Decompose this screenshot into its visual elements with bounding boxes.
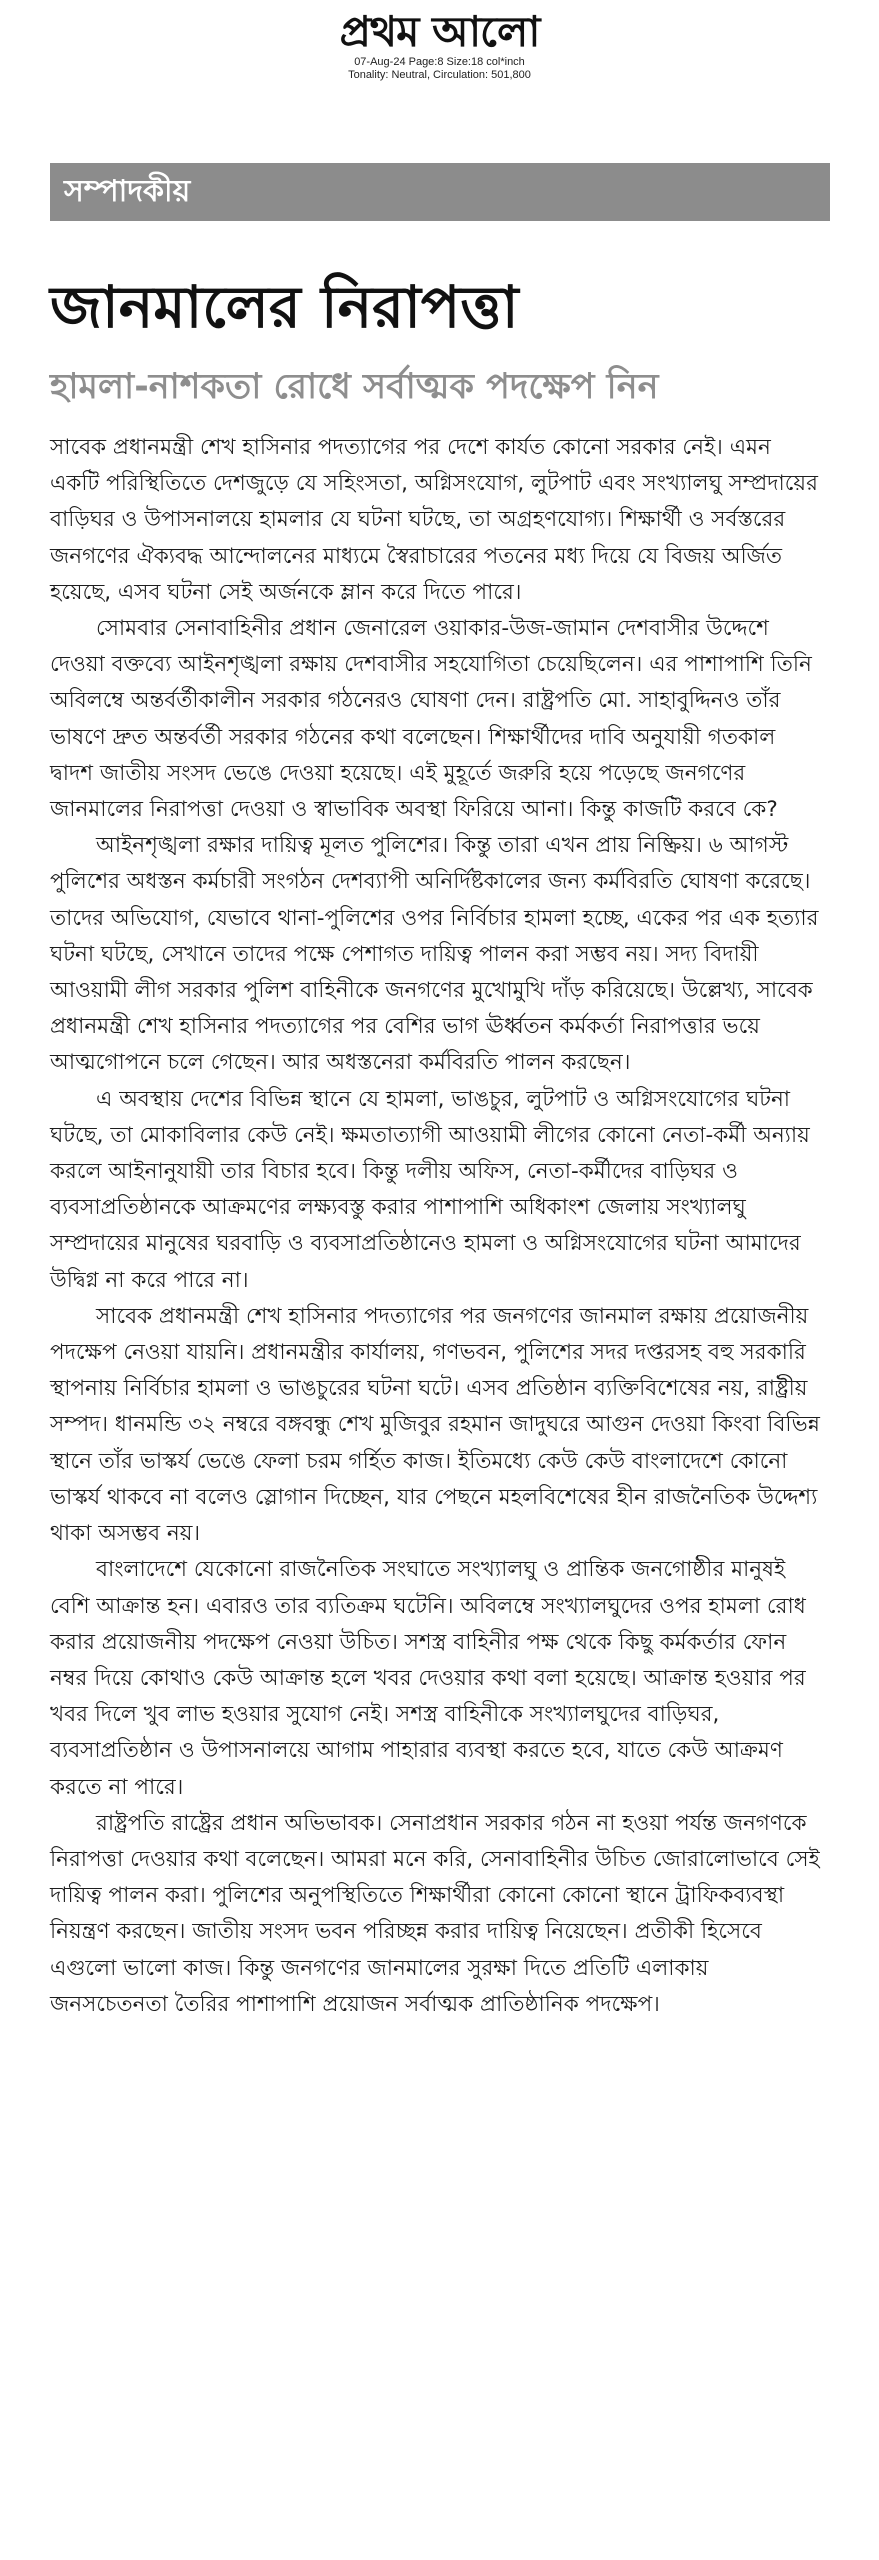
masthead — [0, 8, 879, 82]
article-headline: জানমালের নিরাপত্তা — [50, 273, 519, 341]
article-paragraph: আইনশৃঙ্খলা রক্ষার দায়িত্ব মূলত পুলিশের। কিন্তু তারা এখন প্রায় নিষ্ক্রিয়। ৬ আগস্ট পুলিশের অধস্তন কর্মচারী সংগঠন দেশব্যাপী অনির্দিষ্টকালের জন্য কর্মবিরতি ঘোষণা করেছে। তাদের অভিযোগ, যেভাবে থানা-পুলিশের ওপর নির্বিচার হামলা হচ্ছে, একের পর এক হত্যার ঘটনা ঘটছে, সেখানে তাদের পক্ষে পেশাগত দায়িত্ব পালন করা সম্ভব নয়। সদ্য বিদায়ী আওয়ামী লীগ সরকার পুলিশ বাহিনীকে জনগণের মুখোমুখি দাঁড় করিয়েছে। উল্লেখ্য, সাবেক প্রধানমন্ত্রী শেখ হাসিনার পদত্যাগের পর বেশির ভাগ ঊর্ধ্বতন কর্মকর্তা নিরাপত্তার ভয়ে আত্মগোপনে চলে গেছেন। আর অধস্তনেরা কর্মবিরতি পালন করছেন। — [50, 833, 819, 1076]
section-label: সম্পাদকীয় — [64, 174, 191, 209]
article-paragraph: রাষ্ট্রপতি রাষ্ট্রের প্রধান অভিভাবক। সেনাপ্রধান সরকার গঠন না হওয়া পর্যন্ত জনগণকে নিরাপত্তা দেওয়ার কথা বলেছেন। আমরা মনে করি, সেনাবাহিনীর উচিত জোরালোভাবে সেই দায়িত্ব পালন করা। পুলিশের অনুপস্থিতিতে শিক্ষার্থীরা কোনো কোনো স্থানে ট্রাফিকব্যবস্থা নিয়ন্ত্রণ করছেন। জাতীয় সংসদ ভবন পরিচ্ছন্ন করার দায়িত্ব নিয়েছেন। প্রতীকী হিসেবে এগুলো ভালো কাজ। কিন্তু জনগণের জানমালের সুরক্ষা দিতে প্রতিটি এলাকায় জনসচেতনতা তৈরির পাশাপাশি প্রয়োজন সর্বাত্মক প্রাতিষ্ঠানিক পদক্ষেপ। — [50, 1810, 820, 2017]
article-subheadline: হামলা-নাশকতা রোধে সর্বাত্মক পদক্ষেপ নিন — [50, 367, 659, 407]
article-paragraph: এ অবস্থায় দেশের বিভিন্ন স্থানে যে হামলা, ভাঙচুর, লুটপাট ও অগ্নিসংযোগের ঘটনা ঘটছে, তা মোকাবিলার কেউ নেই। ক্ষমতাত্যাগী আওয়ামী লীগের কোনো নেতা-কর্মী অন্যায় করলে আইনানুযায়ী তার বিচার হবে। কিন্তু দলীয় অফিস, নেতা-কর্মীদের বাড়িঘর ও ব্যবসাপ্রতিষ্ঠানকে আক্রমণের লক্ষ্যবস্তু করার পাশাপাশি অধিকাংশ জেলায় সংখ্যালঘু সম্প্রদায়ের মানুষের ঘরবাড়ি ও ব্যবসাপ্রতিষ্ঠানেও হামলা ও অগ্নিসংযোগের ঘটনা আমাদের উদ্বিগ্ন না করে পারে না। — [50, 1086, 810, 1293]
article-paragraph: সাবেক প্রধানমন্ত্রী শেখ হাসিনার পদত্যাগের পর দেশে কার্যত কোনো সরকার নেই। এমন একটি পরিস্থিতিতে দেশজুড়ে যে সহিংসতা, অগ্নিসংযোগ, লুটপাট এবং সংখ্যালঘু সম্প্রদায়ের বাড়িঘর ও উপাসনালয়ে হামলার যে ঘটনা ঘটছে, তা অগ্রহণযোগ্য। শিক্ষার্থী ও সর্বস্তরের জনগণের ঐক্যবদ্ধ আন্দোলনের মাধ্যমে স্বৈরাচারের পতনের মধ্য দিয়ে যে বিজয় অর্জিত হয়েছে, এসব ঘটনা সেই অর্জনকে ম্লান করে দিতে পারে। — [50, 435, 818, 605]
newspaper-logo — [0, 8, 879, 56]
logo-text: প্রথম আলো — [339, 7, 540, 56]
section-label-bar — [50, 163, 830, 221]
clipping-meta-line-1: 07-Aug-24 Page:8 Size:18 col*inch — [354, 56, 525, 68]
article-paragraph: সাবেক প্রধানমন্ত্রী শেখ হাসিনার পদত্যাগের পর জনগণের জানমাল রক্ষায় প্রয়োজনীয় পদক্ষেপ নেওয়া যায়নি। প্রধানমন্ত্রীর কার্যালয়, গণভবন, পুলিশের সদর দপ্তরসহ বহু সরকারি স্থাপনায় নির্বিচার হামলা ও ভাঙচুরের ঘটনা ঘটে। এসব প্রতিষ্ঠান ব্যক্তিবিশেষের নয়, রাষ্ট্রীয় সম্পদ। ধানমন্ডি ৩২ নম্বরে বঙ্গবন্ধু শেখ মুজিবুর রহমান জাদুঘরে আগুন দেওয়া কিংবা বিভিন্ন স্থানে তাঁর ভাস্কর্য ভেঙে ফেলা চরম গর্হিত কাজ। ইতিমধ্যে কেউ কেউ বাংলাদেশে কোনো ভাস্কর্য থাকবে না বলেও স্লোগান দিচ্ছেন, যার পেছনে মহলবিশেষের হীন রাজনৈতিক উদ্দেশ্য থাকা অসম্ভব নয়। — [50, 1303, 820, 1547]
article-body — [50, 430, 825, 2023]
article-paragraph: সোমবার সেনাবাহিনীর প্রধান জেনারেল ওয়াকার-উজ-জামান দেশবাসীর উদ্দেশে দেওয়া বক্তব্যে আইনশৃঙ্খলা রক্ষায় দেশবাসীর সহযোগিতা চেয়েছিলেন। এর পাশাপাশি তিনি অবিলম্বে অন্তর্বর্তীকালীন সরকার গঠনেরও ঘোষণা দেন। রাষ্ট্রপতি মো. সাহাবুদ্দিনও তাঁর ভাষণে দ্রুত অন্তর্বর্তী সরকার গঠনের কথা বলেছেন। শিক্ষার্থীদের দাবি অনুযায়ী গতকাল দ্বাদশ জাতীয় সংসদ ভেঙে দেওয়া হয়েছে। এই মুহূর্তে জরুরি হয়ে পড়েছে জনগণের জানমালের নিরাপত্তা দেওয়া ও স্বাভাবিক অবস্থা ফিরিয়ে আনা। কিন্তু কাজটি করবে কে? — [50, 616, 812, 823]
article-paragraph: বাংলাদেশে যেকোনো রাজনৈতিক সংঘাতে সংখ্যালঘু ও প্রান্তিক জনগোষ্ঠীর মানুষই বেশি আক্রান্ত হন। এবারও তার ব্যতিক্রম ঘটেনি। অবিলম্বে সংখ্যালঘুদের ওপর হামলা রোধ করার প্রয়োজনীয় পদক্ষেপ নেওয়া উচিত। সশস্ত্র বাহিনীর পক্ষ থেকে কিছু কর্মকর্তার ফোন নম্বর দিয়ে কোথাও কেউ আক্রান্ত হলে খবর দেওয়ার কথা বলা হয়েছে। আক্রান্ত হওয়ার পর খবর দিলে খুব লাভ হওয়ার সুযোগ নেই। সশস্ত্র বাহিনীকে সংখ্যালঘুদের বাড়িঘর, ব্যবসাপ্রতিষ্ঠান ও উপাসনালয়ে আগাম পাহারার ব্যবস্থা করতে হবে, যাতে কেউ আক্রমণ করতে না পারে। — [50, 1557, 806, 1800]
clipping-meta-line-2: Tonality: Neutral, Circulation: 501,800 — [348, 69, 531, 81]
